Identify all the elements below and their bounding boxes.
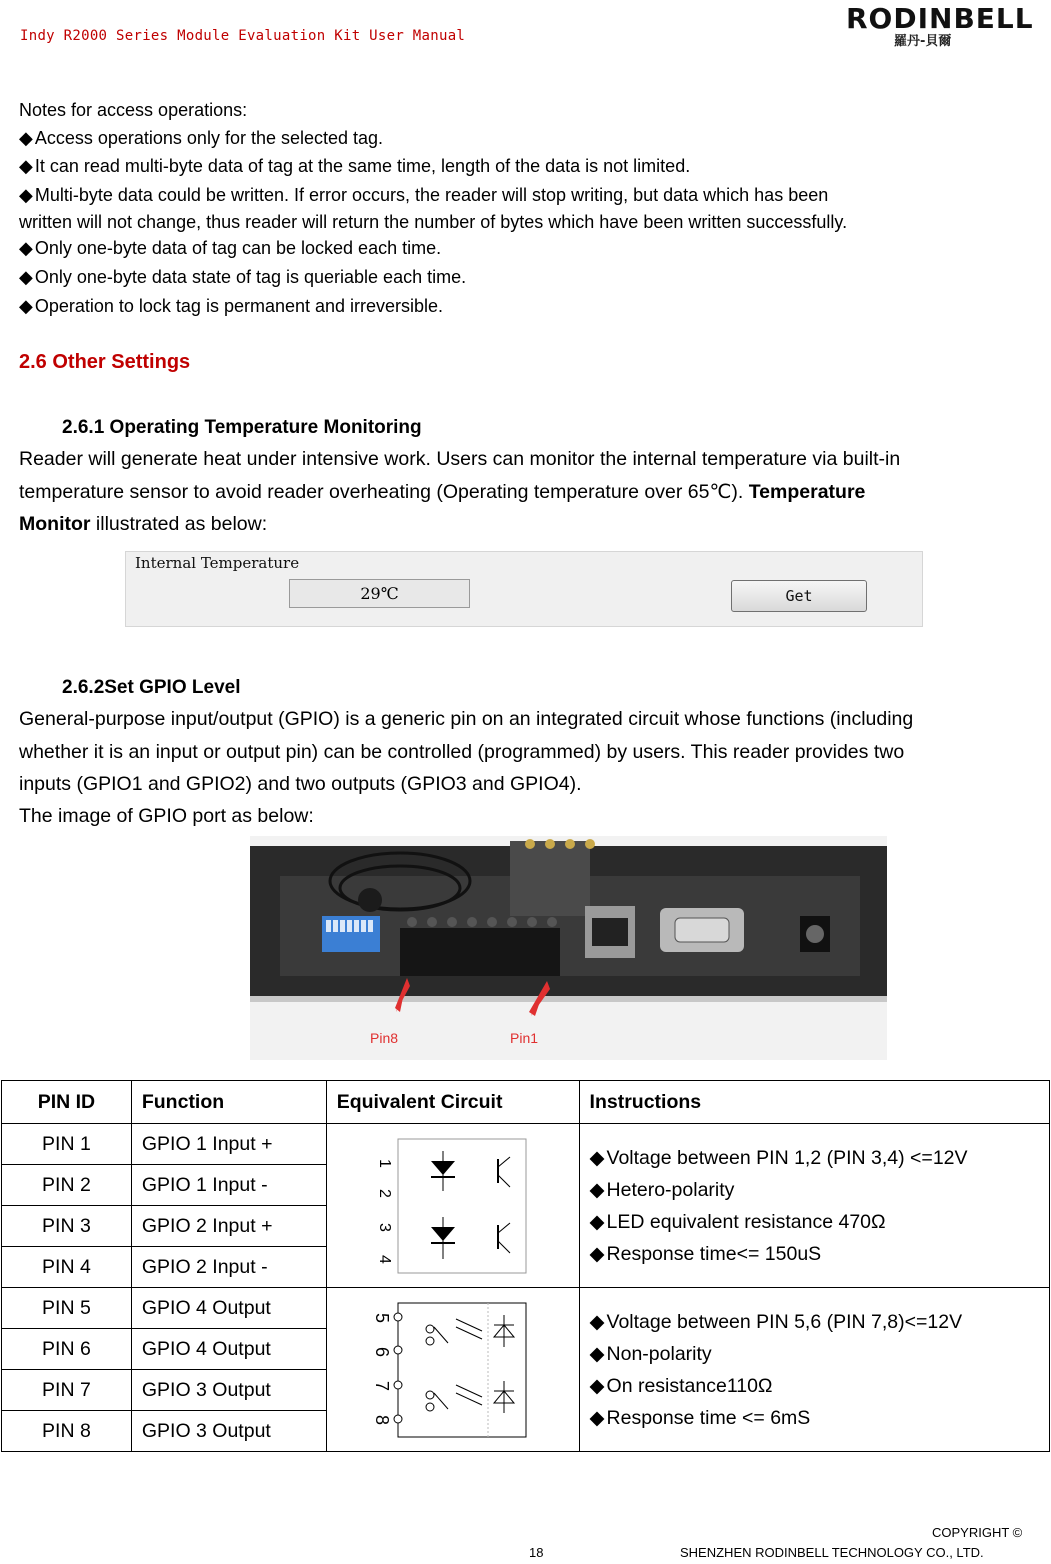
temperature-paragraph-line (19, 509, 267, 540)
instruction-item: ◆ On resistance110Ω (590, 1370, 1039, 1402)
instruction-item: ◆ LED equivalent resistance 470Ω (590, 1206, 1039, 1238)
output-instructions-cell (579, 1288, 1049, 1452)
function-cell: GPIO 4 Output (131, 1288, 326, 1329)
instruction-item: ◆ Hetero-polarity (590, 1174, 1039, 1206)
circuit-pin-number: 2 (375, 1188, 393, 1198)
note-item: ◆ Only one-byte data state of tag is queriable each time. (19, 266, 466, 289)
function-cell: GPIO 2 Input - (131, 1247, 326, 1288)
pin-id-cell: PIN 4 (2, 1247, 132, 1288)
temperature-widget (125, 551, 923, 627)
circuit-pin-number: 3 (375, 1222, 393, 1232)
gpio-paragraph-line: The image of GPIO port as below: (19, 805, 314, 827)
gpio-paragraph-line: inputs (GPIO1 and GPIO2) and two outputs (GPIO3 and GPIO4). (19, 773, 582, 795)
temperature-paragraph-text: illustrated as below: (90, 513, 268, 535)
table-row (2, 1124, 1050, 1165)
circuit-pin-number: 8 (371, 1414, 392, 1425)
notes-heading: Notes for access operations: (19, 100, 248, 120)
input-instructions-cell (579, 1124, 1049, 1288)
logo-subtitle: 羅丹-貝爾 (894, 34, 952, 49)
section-title: 2.6 Other Settings (19, 351, 191, 373)
function-cell: GPIO 4 Output (131, 1329, 326, 1370)
pin-id-cell: PIN 5 (2, 1288, 132, 1329)
footer-page-number: 18 (529, 1545, 544, 1560)
output-circuit-cell (326, 1288, 579, 1452)
pin1-label: Pin1 (510, 1030, 539, 1046)
internal-temperature-label: Internal Temperature (135, 554, 300, 572)
footer-copyright: COPYRIGHT © (932, 1525, 1023, 1540)
pin-id-cell: PIN 6 (2, 1329, 132, 1370)
table-header-row (2, 1081, 1050, 1124)
table-row (2, 1288, 1050, 1329)
temperature-paragraph-text: temperature sensor to avoid reader overheating (Operating temperature over 65℃). (19, 481, 749, 503)
document-header-title: Indy R2000 Series Module Evaluation Kit User Manual (20, 28, 466, 44)
temperature-monitor-bold: Monitor (19, 513, 91, 535)
column-header: PIN ID (2, 1081, 132, 1124)
pin8-label: Pin8 (370, 1030, 399, 1046)
note-item-continuation: written will not change, thus reader will return the number of bytes which have been written successfully. (19, 212, 848, 232)
input-circuit-cell (326, 1124, 579, 1288)
note-item: ◆ Multi-byte data could be written. If error occurs, the reader will stop writing, but data which has been (19, 184, 828, 207)
instruction-item: ◆ Voltage between PIN 1,2 (PIN 3,4) <=12V (590, 1142, 1039, 1174)
note-item: ◆ Operation to lock tag is permanent and irreversible. (19, 295, 443, 318)
pin-id-cell: PIN 1 (2, 1124, 132, 1165)
company-logo (846, 2, 1034, 60)
pin-id-cell: PIN 2 (2, 1165, 132, 1206)
logo-wordmark: RODINBELL (846, 2, 1034, 35)
circuit-pin-number: 7 (371, 1380, 392, 1391)
get-temperature-button[interactable]: Get (731, 580, 867, 612)
circuit-pin-number: 4 (375, 1254, 393, 1264)
input-circuit-diagram (368, 1131, 538, 1281)
temperature-value-field: 29℃ (289, 579, 470, 608)
gpio-paragraph-line: General-purpose input/output (GPIO) is a generic pin on an integrated circuit whose functions (including (19, 708, 914, 730)
instruction-item: ◆ Voltage between PIN 5,6 (PIN 7,8)<=12V (590, 1306, 1039, 1338)
footer-company: SHENZHEN RODINBELL TECHNOLOGY CO., LTD. (680, 1545, 984, 1560)
note-item: ◆ It can read multi-byte data of tag at the same time, length of the data is not limited. (19, 155, 690, 178)
column-header: Function (131, 1081, 326, 1124)
function-cell: GPIO 3 Output (131, 1370, 326, 1411)
temperature-monitor-bold: Temperature (748, 481, 866, 503)
output-circuit-diagram (368, 1295, 538, 1445)
gpio-paragraph-line: whether it is an input or output pin) can be controlled (programmed) by users. This reader provides two (19, 741, 905, 763)
gpio-pin-table (1, 1080, 1050, 1452)
instruction-item: ◆ Response time<= 150uS (590, 1238, 1039, 1270)
pin-id-cell: PIN 7 (2, 1370, 132, 1411)
circuit-pin-number: 6 (371, 1346, 392, 1357)
gpio-board-photo (250, 836, 887, 1060)
circuit-pin-number: 5 (371, 1312, 392, 1323)
subsection-title-gpio: 2.6.2Set GPIO Level (62, 677, 241, 698)
circuit-pin-number: 1 (375, 1158, 393, 1168)
subsection-title-temperature: 2.6.1 Operating Temperature Monitoring (62, 417, 422, 438)
function-cell: GPIO 1 Input + (131, 1124, 326, 1165)
instruction-item: ◆ Response time <= 6mS (590, 1402, 1039, 1434)
pin-id-cell: PIN 8 (2, 1411, 132, 1452)
note-item: ◆ Access operations only for the selected tag. (19, 127, 383, 150)
note-item: ◆ Only one-byte data of tag can be locked each time. (19, 237, 441, 260)
function-cell: GPIO 2 Input + (131, 1206, 326, 1247)
function-cell: GPIO 1 Input - (131, 1165, 326, 1206)
column-header: Equivalent Circuit (326, 1081, 579, 1124)
temperature-paragraph-line: Reader will generate heat under intensive work. Users can monitor the internal temperature via built-in (19, 448, 901, 470)
function-cell: GPIO 3 Output (131, 1411, 326, 1452)
pin-id-cell: PIN 3 (2, 1206, 132, 1247)
instruction-item: ◆ Non-polarity (590, 1338, 1039, 1370)
column-header: Instructions (579, 1081, 1049, 1124)
temperature-paragraph-line (19, 477, 865, 508)
